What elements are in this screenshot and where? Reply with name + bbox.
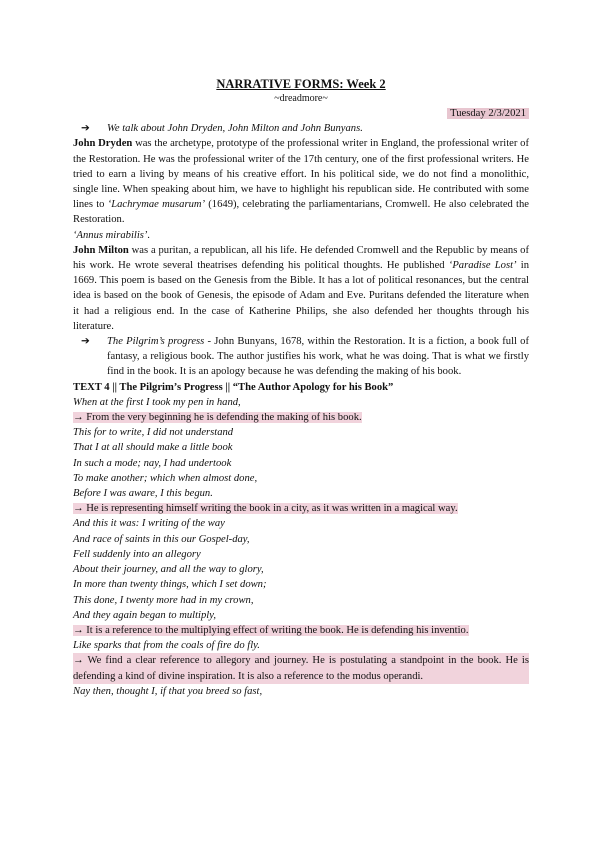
poem-line: About their journey, and all the way to glory, xyxy=(73,564,264,576)
poem-line: And race of saints in this our Gospel-day, xyxy=(73,533,250,545)
dryden-body-2: (1649), celebrating the parliamentarians, Cromwell. He also celebrated the Restoration. xyxy=(73,199,529,226)
poem-line: That I at all should make a little book xyxy=(73,442,233,454)
poem-section xyxy=(73,395,529,653)
poem-line: Like sparks that from the coals of fire do fly. xyxy=(73,640,260,652)
poem-line: Nay then, thought I, if that you breed so fast, xyxy=(73,685,263,697)
annotation-line xyxy=(73,410,529,425)
note-block: → We find a clear reference to allegory and journey. He is postulating a standpoint in the book. He is defending a kind of divine inspiration. It is also a reference to the modus operandi. xyxy=(73,653,529,683)
milton-body-1: was a puritan, a republican, all his life. He defended Cromwell and the Republic by means of his work. He wrote several theatrises defending his political thoughts. He published xyxy=(73,244,529,272)
poem-line: In such a mode; nay, I had undertook xyxy=(73,457,232,469)
pilgrim-text: - John Bunyans, 1678, within the Restoration. It is a fiction, a book full of fantasy, a religious book. The author justifies his work, what he was doing. That is what we firstly find in the book. It is an apology because he was defending the making of his book. xyxy=(107,336,529,378)
poem-line: And they again began to multiply, xyxy=(73,609,216,621)
page-subtitle: ~dreadmore~ xyxy=(274,93,328,104)
annotation-line xyxy=(73,623,529,638)
poem-line: This for to write, I did not understand xyxy=(73,427,234,439)
intro-text: We talk about John Dryden, John Milton and John Bunyans. xyxy=(107,123,363,135)
pilgrim-bullet xyxy=(73,334,529,380)
poem-line: Fell suddenly into an allegory xyxy=(73,548,201,560)
dryden-name: John Dryden xyxy=(73,138,133,150)
milton-name: John Milton xyxy=(73,244,129,256)
poem-line: In more than twenty things, which I set down; xyxy=(73,579,267,591)
poem-line: Before I was aware, I this begun. xyxy=(73,488,213,500)
intro-bullet xyxy=(73,121,529,136)
milton-paragraph xyxy=(73,243,529,334)
dryden-paragraph xyxy=(73,136,529,227)
poem-line: To make another; which when almost done, xyxy=(73,472,258,484)
milton-work: ‘Paradise Lost’ xyxy=(448,260,517,272)
page-title: NARRATIVE FORMS: Week 2 xyxy=(216,77,386,91)
date-row xyxy=(73,106,529,121)
dryden-work-2: ‘Annus mirabilis’. xyxy=(73,229,151,241)
annotation-highlight: → It is a reference to the multiplying effect of writing the book. He is defending his inventio. xyxy=(73,624,469,636)
poem-line: This done, I twenty more had in my crown, xyxy=(73,594,254,606)
date-highlight: Tuesday 2/3/2021 xyxy=(447,108,529,119)
dryden-body-1: was the archetype, prototype of the professional writer in England, the professional writer of the Restoration. He was the professional writer of the 17th century, one of the first professional writers. He tried to earn a living by means of his creative effort. In his political side, we do not find a monolithic, single line. When speaking about him, we have to highlight his republican side. He contributed with some lines to xyxy=(73,138,529,211)
poem-line: And this it was: I writing of the way xyxy=(73,518,225,530)
annotation-line xyxy=(73,501,529,516)
dryden-work-1: ‘Lachrymae musarum’ xyxy=(107,199,206,211)
arrow-bullet-icon: ➔ xyxy=(81,123,90,135)
poem-line: When at the first I took my pen in hand, xyxy=(73,396,241,408)
text-heading: TEXT 4 || The Pilgrim’s Progress || “The Author Apology for his Book” xyxy=(73,381,394,393)
annotation-highlight: → From the very beginning he is defending the making of his book. xyxy=(73,412,362,424)
arrow-bullet-icon: ➔ xyxy=(81,336,90,348)
document-page xyxy=(73,70,529,699)
pilgrim-work: The Pilgrim’s progress xyxy=(107,336,205,348)
milton-body-2: in 1669. This poem is based on the Genesis from the Bible. It has a lot of political resonances, but the central idea is based on the book of Genesis, the episode of Adam and Eve. Puritans defended the literature when it had a religious end. In the case of Katherine Philips, she also defended her thoughts through his literature. xyxy=(73,260,530,332)
annotation-highlight: → He is representing himself writing the book in a city, as it was written in a magical way. xyxy=(73,503,458,515)
